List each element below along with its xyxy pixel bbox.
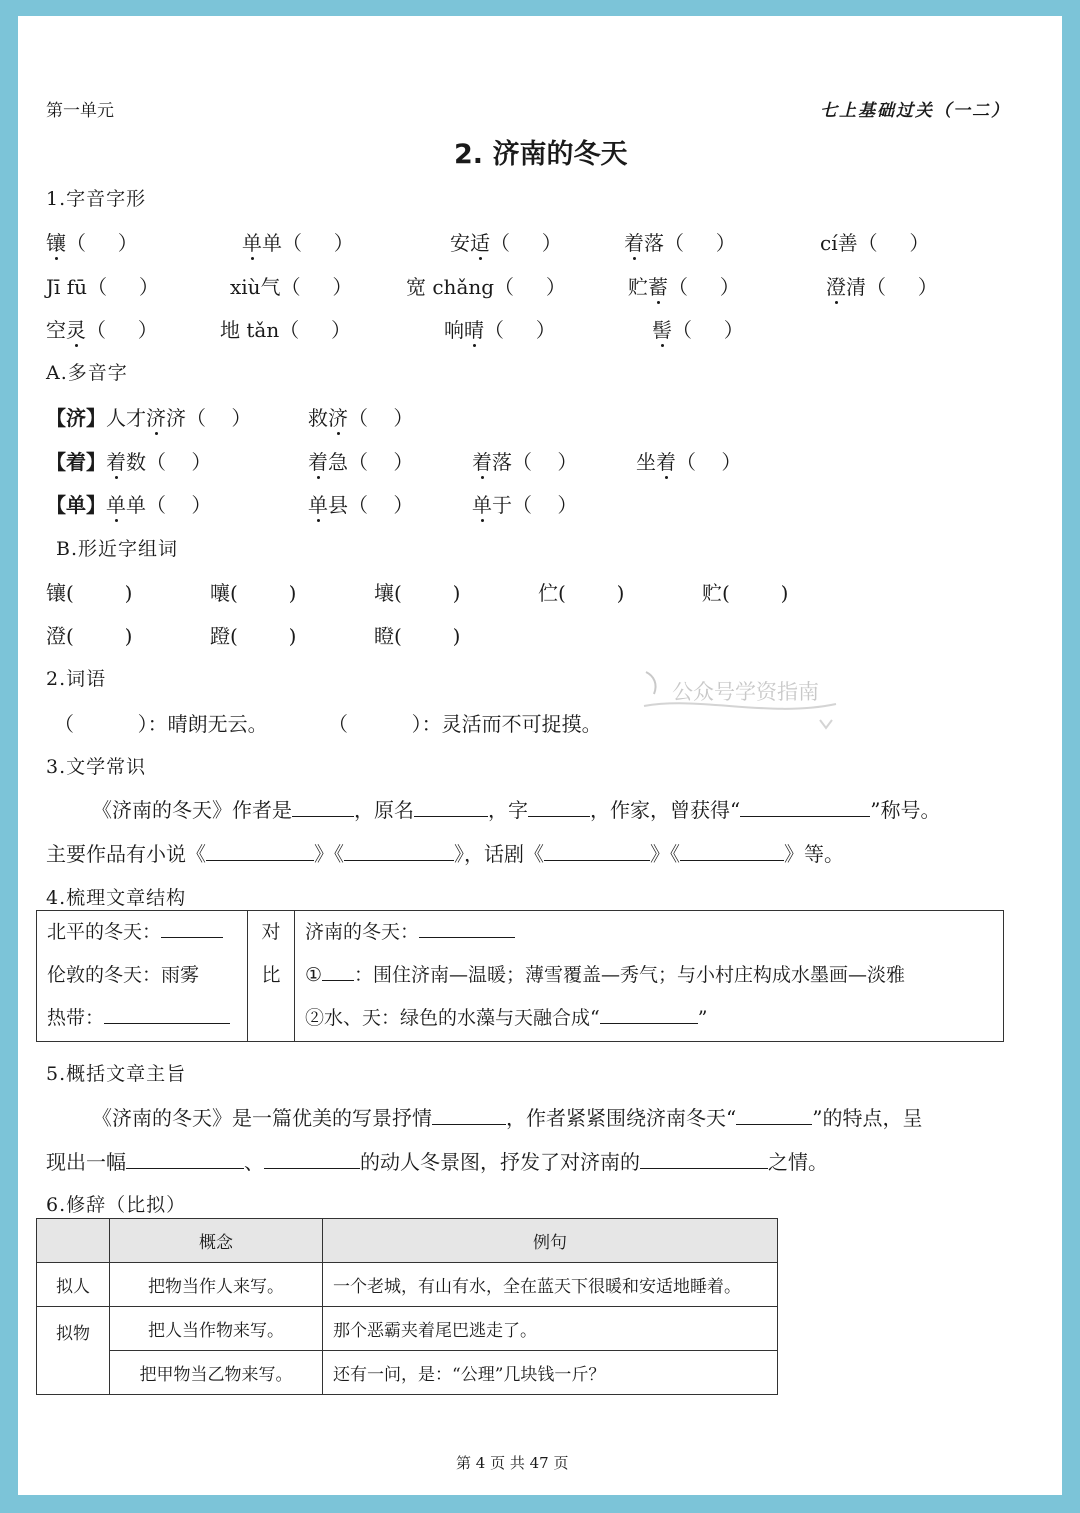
pinyin-item: 贮蓄（ ） xyxy=(628,275,740,299)
polyphone-item: 坐着（ ） xyxy=(636,450,742,474)
pinyin-item: cí善（ ） xyxy=(820,231,930,255)
beiping-london-cell: 北平的冬天： 伦敦的冬天：雨雾 热带： xyxy=(37,911,248,1042)
similar-char-item: 嚷( ) xyxy=(210,581,297,605)
watermark-logo: 公众号学资指南 xyxy=(640,666,850,736)
pinyin-item: 澄清（ ） xyxy=(826,275,938,299)
type-objectification: 拟物 xyxy=(37,1307,110,1395)
polyphone-item: 单县（ ） xyxy=(308,493,414,517)
pinyin-item: 镶（ ） xyxy=(46,231,138,255)
section-heading-1: 1.字音字形 xyxy=(46,188,147,210)
similar-char-item: 壤( ) xyxy=(374,581,461,605)
pinyin-item: 地 tǎn（ ） xyxy=(220,318,351,342)
rhetoric-table: 概念 例句 拟人 把物当作人来写。 一个老城，有山有水，全在蓝天下很暖和安适地睡着。 拟物 把人当作物来写。 那个恶霸夹着尾巴逃走了。 把甲物当乙物来写。 还有一问，是：“公理”几块钱一斤？ xyxy=(36,1218,778,1395)
type-personification: 拟人 xyxy=(37,1263,110,1307)
literature-line-2: 主要作品有小说《 》《 》，话剧《 》《 》等。 xyxy=(46,842,844,866)
jinan-cell: 济南的冬天： ① ：围住济南—温暖；薄雪覆盖—秀气；与小村庄构成水墨画—淡雅 ②水、天：绿色的水藻与天融合成“ ” xyxy=(295,911,1004,1042)
page-number: 第 4 页 共 47 页 xyxy=(456,1454,569,1472)
similar-char-item: 澄( ) xyxy=(46,624,133,648)
polyphone-row: 【着】着数（ ） xyxy=(46,450,212,474)
literature-line-1: 《济南的冬天》作者是 ，原名 ，字 ，作家，曾获得“ ”称号。 xyxy=(92,798,941,822)
vocab-item: （ ）：灵活而不可捉摸。 xyxy=(328,712,602,736)
pinyin-item: 着落（ ） xyxy=(624,231,736,255)
pinyin-item: 髻（ ） xyxy=(652,318,744,342)
theme-line-1: 《济南的冬天》是一篇优美的写景抒情 ，作者紧紧围绕济南冬天“ ”的特点，呈 xyxy=(92,1106,923,1130)
section-heading-2: 2.词语 xyxy=(46,668,107,690)
polyphone-item: 着落（ ） xyxy=(472,450,578,474)
polyphone-item: 单于（ ） xyxy=(472,493,578,517)
pinyin-item: 响晴（ ） xyxy=(444,318,556,342)
structure-table xyxy=(36,910,1004,1042)
header-example: 例句 xyxy=(323,1219,778,1263)
pinyin-item: 空灵（ ） xyxy=(46,318,158,342)
similar-char-item: 伫( ) xyxy=(538,581,625,605)
section-heading-3: 3.文学常识 xyxy=(46,756,147,778)
pinyin-item: xiù气（ ） xyxy=(230,275,353,299)
similar-char-item: 镶( ) xyxy=(46,581,133,605)
pinyin-item: 单单（ ） xyxy=(242,231,354,255)
similar-char-item: 贮( ) xyxy=(702,581,789,605)
series-label: 七上基础过关（一二） xyxy=(820,101,1010,121)
page-title: 2. 济南的冬天 xyxy=(454,139,628,170)
subheading-b: B.形近字组词 xyxy=(56,538,179,560)
header-concept: 概念 xyxy=(110,1219,323,1263)
vocab-item: （ ）：晴朗无云。 xyxy=(54,712,268,736)
polyphone-item: 着急（ ） xyxy=(308,450,414,474)
polyphone-row: 【单】单单（ ） xyxy=(46,493,212,517)
pinyin-item: 宽 chǎng（ ） xyxy=(406,275,566,299)
section-heading-6: 6.修辞（比拟） xyxy=(46,1194,187,1216)
section-heading-5: 5.概括文章主旨 xyxy=(46,1063,187,1085)
similar-char-item: 瞪( ) xyxy=(374,624,461,648)
pinyin-item: 安适（ ） xyxy=(450,231,562,255)
polyphone-row: 【济】人才济济（ ） xyxy=(46,406,252,430)
subheading-a: A.多音字 xyxy=(46,362,128,384)
section-heading-4: 4.梳理文章结构 xyxy=(46,887,187,909)
worksheet-page xyxy=(18,16,1062,1495)
polyphone-item: 救济（ ） xyxy=(308,406,414,430)
theme-line-2: 现出一幅 、 的动人冬景图，抒发了对济南的 之情。 xyxy=(46,1150,828,1174)
similar-char-item: 蹬( ) xyxy=(210,624,297,648)
unit-label: 第一单元 xyxy=(46,101,114,121)
pinyin-item: Jī fū（ ） xyxy=(46,275,159,299)
contrast-cell: 对 比 xyxy=(248,911,295,1042)
